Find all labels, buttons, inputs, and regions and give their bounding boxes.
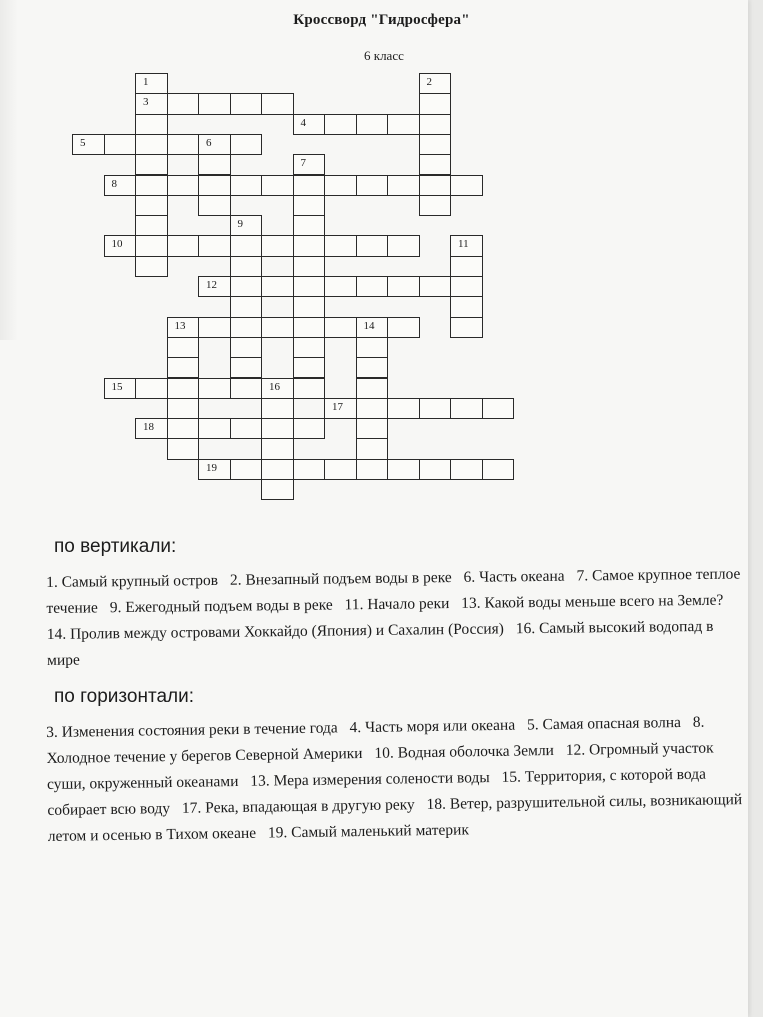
crossword-cell[interactable] xyxy=(261,479,294,500)
crossword-cell[interactable] xyxy=(167,398,200,419)
crossword-cell[interactable] xyxy=(230,378,263,399)
crossword-cell[interactable] xyxy=(387,276,420,297)
horizontal-clues xyxy=(46,709,748,850)
clue-number-10: 10 xyxy=(111,238,123,251)
clue-number-2: 2 xyxy=(426,76,432,88)
crossword-cell[interactable] xyxy=(293,235,326,256)
crossword-cell[interactable] xyxy=(167,357,200,378)
crossword-cell[interactable] xyxy=(135,195,168,216)
crossword-cell[interactable] xyxy=(230,317,263,338)
crossword-cell[interactable] xyxy=(230,256,263,277)
horizontal-clue: 13. Мера измерения солености воды xyxy=(250,769,490,790)
crossword-cell[interactable] xyxy=(261,398,294,419)
crossword-cell[interactable] xyxy=(419,114,452,135)
crossword-cell[interactable] xyxy=(167,235,200,256)
crossword-cell[interactable] xyxy=(293,418,326,439)
clue-number-18: 18 xyxy=(143,421,154,434)
crossword-cell[interactable] xyxy=(261,438,294,459)
vertical-clue: 7. Самое крупное теплое течение xyxy=(46,565,741,617)
crossword-cell[interactable] xyxy=(387,459,420,480)
crossword-grid xyxy=(0,0,763,500)
vertical-clue: 6. Часть океана xyxy=(463,567,565,586)
crossword-cell[interactable] xyxy=(198,317,231,338)
clue-number-12: 12 xyxy=(206,279,217,291)
crossword-cell[interactable] xyxy=(198,93,231,114)
crossword-cell[interactable] xyxy=(419,73,452,94)
crossword-cell[interactable] xyxy=(324,175,357,196)
crossword-title: Кроссворд "Гидросфера" xyxy=(293,12,470,28)
crossword-cell[interactable] xyxy=(450,398,483,419)
crossword-cell[interactable] xyxy=(450,317,483,338)
crossword-cell[interactable] xyxy=(230,418,263,439)
crossword-cell[interactable] xyxy=(419,154,452,175)
horizontal-clue: 4. Часть моря или океана xyxy=(349,716,516,737)
crossword-cell[interactable] xyxy=(167,93,200,114)
vertical-clue: 9. Ежегодный подъем воды в реке xyxy=(109,596,333,617)
crossword-cell[interactable] xyxy=(261,93,294,114)
crossword-cell[interactable] xyxy=(482,398,515,419)
crossword-cell[interactable] xyxy=(230,337,263,358)
vertical-clues xyxy=(46,561,747,674)
crossword-cell[interactable] xyxy=(230,134,263,155)
crossword-cell[interactable] xyxy=(135,154,168,175)
crossword-cell[interactable] xyxy=(387,114,420,135)
crossword-cell[interactable] xyxy=(198,175,231,196)
vertical-heading: по вертикали: xyxy=(54,536,177,557)
crossword-cell[interactable] xyxy=(135,378,168,399)
crossword-cell[interactable] xyxy=(167,337,200,358)
clue-number-16: 16 xyxy=(269,380,280,393)
crossword-cell[interactable] xyxy=(356,357,389,378)
horizontal-heading: по горизонтали: xyxy=(54,686,194,707)
crossword-cell[interactable] xyxy=(482,459,515,480)
crossword-cell[interactable] xyxy=(230,235,263,256)
crossword-cell[interactable] xyxy=(293,195,326,216)
grade-label: 6 класс xyxy=(364,48,404,63)
crossword-cell[interactable] xyxy=(135,93,168,114)
clue-number-13: 13 xyxy=(174,319,186,332)
crossword-cell[interactable] xyxy=(324,114,357,135)
crossword-cell[interactable] xyxy=(230,175,263,196)
crossword-cell[interactable] xyxy=(198,235,231,256)
crossword-cell[interactable] xyxy=(356,276,389,297)
crossword-cell[interactable] xyxy=(293,357,326,378)
crossword-cell[interactable] xyxy=(261,235,294,256)
crossword-cell[interactable] xyxy=(356,337,389,358)
vertical-clue: 14. Пролив между островами Хоккайдо (Япония) и Сахалин (Россия) xyxy=(46,620,504,643)
crossword-cell[interactable] xyxy=(356,418,389,439)
crossword-cell[interactable] xyxy=(230,459,263,480)
clue-number-17: 17 xyxy=(332,400,343,413)
crossword-cell[interactable] xyxy=(387,317,420,338)
crossword-cell[interactable] xyxy=(324,235,357,256)
crossword-cell[interactable] xyxy=(419,276,452,297)
crossword-cell[interactable] xyxy=(230,276,263,297)
crossword-cell[interactable] xyxy=(261,418,294,439)
crossword-cell[interactable] xyxy=(167,378,200,399)
clue-number-7: 7 xyxy=(300,157,306,170)
crossword-cell[interactable] xyxy=(230,357,263,378)
crossword-cell[interactable] xyxy=(135,256,168,277)
crossword-cell[interactable] xyxy=(198,134,231,155)
vertical-clue: 1. Самый крупный остров xyxy=(46,571,219,591)
crossword-cell[interactable] xyxy=(356,438,389,459)
crossword-cell[interactable] xyxy=(293,215,326,236)
crossword-cell[interactable] xyxy=(356,378,389,399)
crossword-cell[interactable] xyxy=(293,114,326,135)
crossword-cell[interactable] xyxy=(387,398,420,419)
crossword-cell[interactable] xyxy=(419,93,452,114)
crossword-cell[interactable] xyxy=(230,296,263,317)
crossword-cell[interactable] xyxy=(324,459,357,480)
crossword-cell[interactable] xyxy=(198,195,231,216)
crossword-cell[interactable] xyxy=(104,134,137,155)
crossword-cell[interactable] xyxy=(356,459,389,480)
horizontal-clue: 5. Самая опасная волна xyxy=(526,714,682,734)
clue-number-1: 1 xyxy=(143,76,149,88)
crossword-cell[interactable] xyxy=(261,459,294,480)
crossword-cell[interactable] xyxy=(419,175,452,196)
crossword-cell[interactable] xyxy=(293,256,326,277)
crossword-cell[interactable] xyxy=(356,235,389,256)
clue-number-5: 5 xyxy=(80,136,86,149)
crossword-cell[interactable] xyxy=(230,93,263,114)
crossword-cell[interactable] xyxy=(135,134,168,155)
crossword-cell[interactable] xyxy=(450,256,483,277)
crossword-cell[interactable] xyxy=(450,459,483,480)
crossword-cell[interactable] xyxy=(135,175,168,196)
crossword-cell[interactable] xyxy=(293,296,326,317)
vertical-clue: 2. Внезапный подъем воды в реке xyxy=(229,569,452,589)
horizontal-clue: 17. Река, впадающая в другую реку xyxy=(181,796,415,817)
crossword-cell[interactable] xyxy=(72,134,105,155)
crossword-cell[interactable] xyxy=(450,296,483,317)
crossword-cell[interactable] xyxy=(135,235,168,256)
crossword-cell[interactable] xyxy=(135,73,168,94)
horizontal-clue: 8. Холодное течение у берегов Северной Америки xyxy=(46,713,705,767)
crossword-cell[interactable] xyxy=(356,398,389,419)
crossword-cell[interactable] xyxy=(104,175,137,196)
crossword-cell[interactable] xyxy=(293,378,326,399)
crossword-cell[interactable] xyxy=(293,154,326,175)
vertical-clue: 16. Самый высокий водопад в мире xyxy=(47,617,714,669)
crossword-cell[interactable] xyxy=(387,235,420,256)
crossword-cell[interactable] xyxy=(324,276,357,297)
crossword-cell[interactable] xyxy=(419,459,452,480)
crossword-cell[interactable] xyxy=(135,114,168,135)
crossword-cell[interactable] xyxy=(356,175,389,196)
vertical-clue: 11. Начало реки xyxy=(344,595,450,614)
crossword-cell[interactable] xyxy=(167,134,200,155)
clue-number-4: 4 xyxy=(300,116,306,129)
horizontal-clue: 10. Водная оболочка Земли xyxy=(374,742,555,762)
clue-number-3: 3 xyxy=(143,96,149,109)
vertical-clue: 13. Какой воды меньше всего на Земле? xyxy=(461,591,724,612)
crossword-cell[interactable] xyxy=(419,398,452,419)
crossword-cell[interactable] xyxy=(419,195,452,216)
horizontal-clue: 19. Самый маленький материк xyxy=(267,821,470,842)
crossword-cell[interactable] xyxy=(450,175,483,196)
crossword-cell[interactable] xyxy=(135,215,168,236)
crossword-cell[interactable] xyxy=(198,418,231,439)
crossword-cell[interactable] xyxy=(230,215,263,236)
crossword-cell[interactable] xyxy=(167,418,200,439)
crossword-cell[interactable] xyxy=(261,276,294,297)
crossword-cell[interactable] xyxy=(324,317,357,338)
clue-number-14: 14 xyxy=(363,319,375,332)
horizontal-clue: 12. Огромный участок суши, окруженный океанами xyxy=(46,739,714,793)
clue-number-11: 11 xyxy=(458,238,469,251)
horizontal-clue: 18. Ветер, разрушительной силы, возникающий летом и осенью в Тихом океане xyxy=(47,791,743,845)
crossword-cell[interactable] xyxy=(167,175,200,196)
crossword-cell[interactable] xyxy=(198,154,231,175)
crossword-cell[interactable] xyxy=(293,459,326,480)
crossword-cell[interactable] xyxy=(293,175,326,196)
crossword-cell[interactable] xyxy=(261,317,294,338)
clue-number-15: 15 xyxy=(111,380,123,393)
clue-number-8: 8 xyxy=(111,177,117,190)
crossword-cell[interactable] xyxy=(356,114,389,135)
crossword-cell[interactable] xyxy=(293,317,326,338)
horizontal-clue: 15. Территория, с которой вода собирает всю воду xyxy=(47,765,707,819)
crossword-cell[interactable] xyxy=(450,276,483,297)
crossword-cell[interactable] xyxy=(261,175,294,196)
clue-number-19: 19 xyxy=(206,461,217,474)
clue-number-6: 6 xyxy=(206,136,212,149)
crossword-cell[interactable] xyxy=(293,276,326,297)
crossword-cell[interactable] xyxy=(387,175,420,196)
horizontal-clue: 3. Изменения состояния реки в течение года xyxy=(46,719,338,741)
crossword-cell[interactable] xyxy=(293,337,326,358)
crossword-cell[interactable] xyxy=(167,438,200,459)
crossword-cell[interactable] xyxy=(419,134,452,155)
crossword-cell[interactable] xyxy=(198,378,231,399)
clue-number-9: 9 xyxy=(237,218,243,231)
